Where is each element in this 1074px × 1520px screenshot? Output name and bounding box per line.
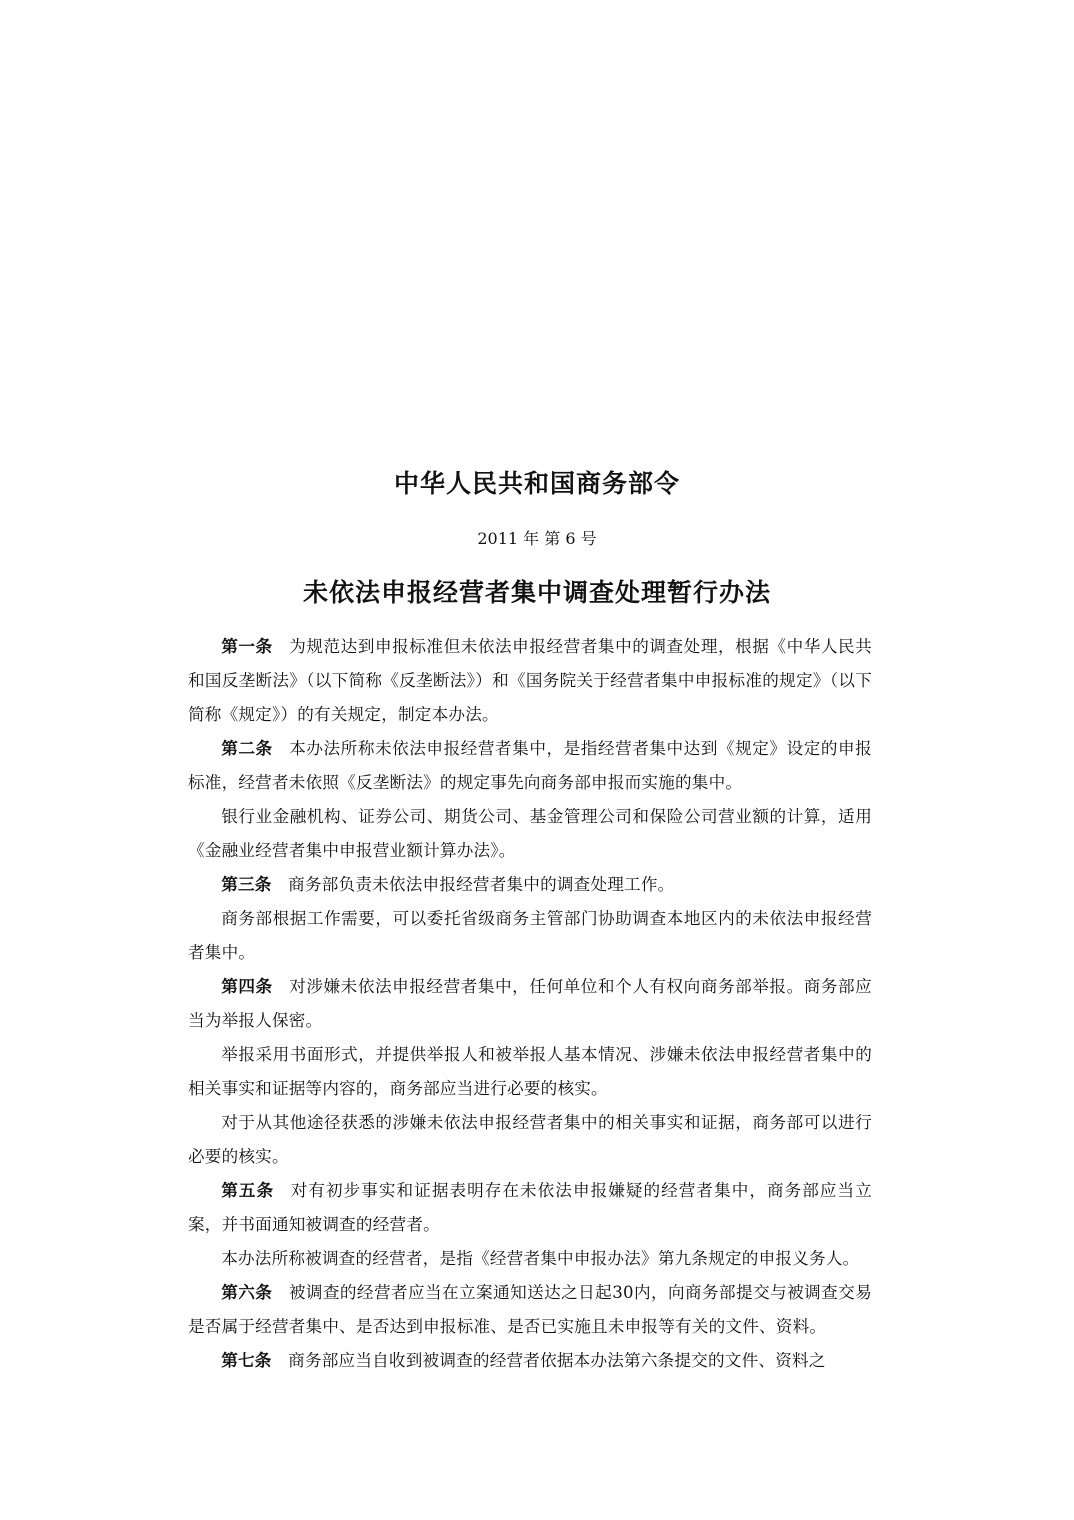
article-5-head: 第五条	[221, 1181, 275, 1200]
article-2-text: 本办法所称未依法申报经营者集中，是指经营者集中达到《规定》设定的申报标准，经营者未依照《反垄断法》的规定事先向商务部申报而实施的集中。	[188, 739, 872, 792]
article-7	[188, 1344, 872, 1378]
article-3-head: 第三条	[221, 875, 272, 894]
article-3-text: 商务部负责未依法申报经营者集中的调查处理工作。	[288, 875, 675, 894]
article-5-text: 对有初步事实和证据表明存在未依法申报嫌疑的经营者集中，商务部应当立案，并书面通知被调查的经营者。	[188, 1181, 872, 1234]
article-2	[188, 732, 872, 800]
article-1-head: 第一条	[221, 637, 273, 656]
article-2-paragraph: 银行业金融机构、证券公司、期货公司、基金管理公司和保险公司营业额的计算，适用《金融业经营者集中申报营业额计算办法》。	[188, 807, 872, 860]
article-5-paragraph: 本办法所称被调查的经营者，是指《经营者集中申报办法》第九条规定的申报义务人。	[221, 1249, 860, 1268]
article-7-head: 第七条	[221, 1351, 272, 1370]
article-4	[188, 970, 872, 1038]
article-4-paragraph: 对于从其他途径获悉的涉嫌未依法申报经营者集中的相关事实和证据，商务部可以进行必要的核实。	[188, 1113, 872, 1166]
article-4-text: 对涉嫌未依法申报经营者集中，任何单位和个人有权向商务部举报。商务部应当为举报人保密。	[188, 977, 872, 1030]
document-header: 中华人民共和国商务部令	[393, 469, 680, 498]
article-3	[188, 868, 872, 902]
article-2-head: 第二条	[221, 739, 273, 758]
article-1	[188, 630, 872, 732]
article-5	[188, 1174, 872, 1242]
article-4-head: 第四条	[221, 977, 273, 996]
article-3-paragraph: 商务部根据工作需要，可以委托省级商务主管部门协助调查本地区内的未依法申报经营者集中。	[188, 909, 872, 962]
article-6-text: 被调查的经营者应当在立案通知送达之日起30内，向商务部提交与被调查交易是否属于经营者集中、是否达到申报标准、是否已实施且未申报等有关的文件、资料。	[188, 1283, 872, 1336]
article-6-head: 第六条	[221, 1283, 273, 1302]
document-title: 未依法申报经营者集中调查处理暂行办法	[302, 578, 771, 607]
document-number: 2011 年 第 6 号	[477, 529, 597, 548]
article-7-text: 商务部应当自收到被调查的经营者依据本办法第六条提交的文件、资料之	[288, 1351, 826, 1370]
article-4-paragraph: 举报采用书面形式，并提供举报人和被举报人基本情况、涉嫌未依法申报经营者集中的相关事实和证据等内容的，商务部应当进行必要的核实。	[188, 1045, 872, 1098]
document-body	[188, 630, 872, 1378]
article-6	[188, 1276, 872, 1344]
article-1-text: 为规范达到申报标准但未依法申报经营者集中的调查处理，根据《中华人民共和国反垄断法》（以下简称《反垄断法》）和《国务院关于经营者集中申报标准的规定》（以下简称《规定》）的有关规定，制定本办法。	[188, 637, 872, 724]
